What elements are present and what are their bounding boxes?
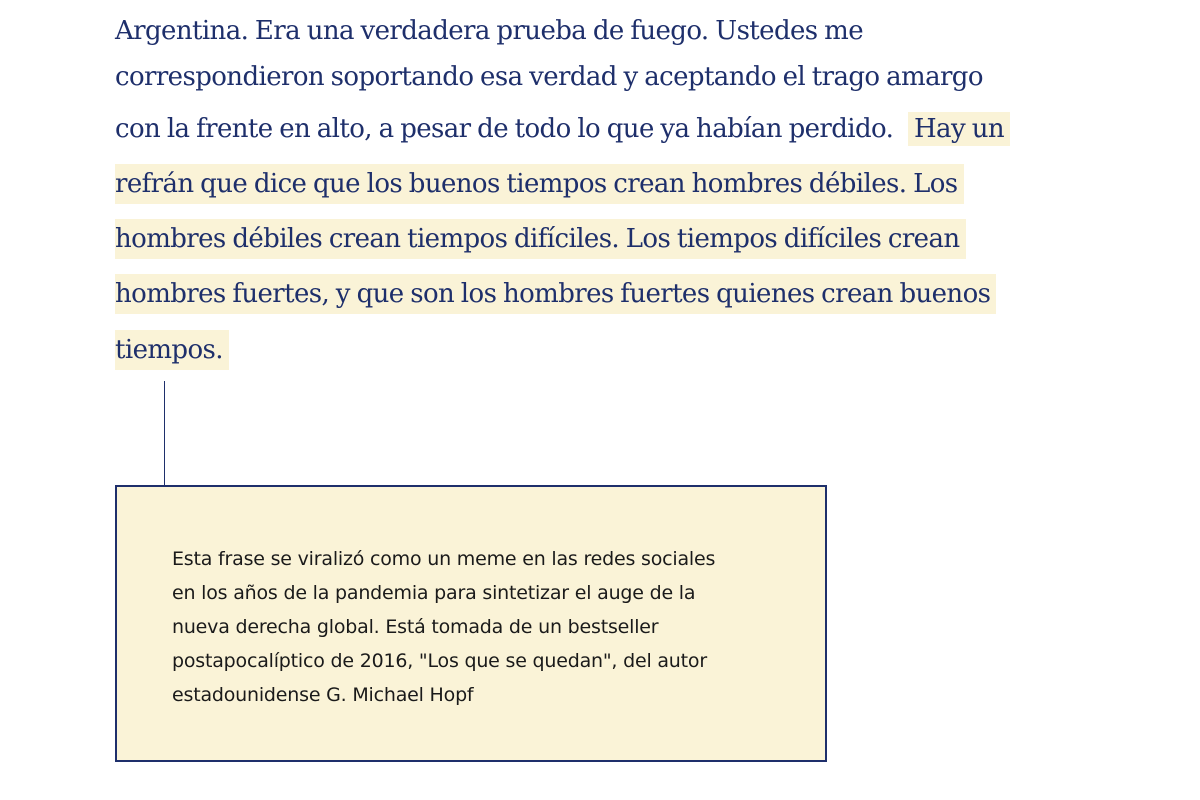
paragraph-line-3 — [115, 109, 1016, 149]
annotation-line-5: estadounidense G. Michael Hopf — [172, 684, 474, 706]
highlight-line-3: hombres fuertes, y que son los hombres fuertes quienes crean buenos — [115, 274, 996, 314]
annotation-box — [115, 485, 827, 762]
annotation-text — [172, 542, 772, 712]
paragraph-line-1: Argentina. Era una verdadera prueba de fuego. Ustedes me — [115, 16, 864, 46]
paragraph-line-3-text: con la frente en alto, a pesar de todo lo que ya habían perdido. — [115, 114, 894, 144]
annotation-line-4: postapocalíptico de 2016, "Los que se quedan", del autor — [172, 650, 707, 672]
highlight-line-1: refrán que dice que los buenos tiempos crean hombres débiles. Los — [115, 164, 964, 204]
highlight-line-4: tiempos. — [115, 330, 229, 370]
highlight-start: Hay un — [908, 112, 1010, 146]
annotation-line-1: Esta frase se viralizó como un meme en las redes sociales — [172, 548, 716, 570]
paragraph-line-2: correspondieron soportando esa verdad y aceptando el trago amargo — [115, 62, 983, 92]
annotation-connector-line — [164, 381, 165, 486]
annotation-line-2: en los años de la pandemia para sintetizar el auge de la — [172, 582, 696, 604]
annotation-line-3: nueva derecha global. Está tomada de un bestseller — [172, 616, 659, 638]
highlight-line-2: hombres débiles crean tiempos difíciles. Los tiempos difíciles crean — [115, 219, 966, 259]
